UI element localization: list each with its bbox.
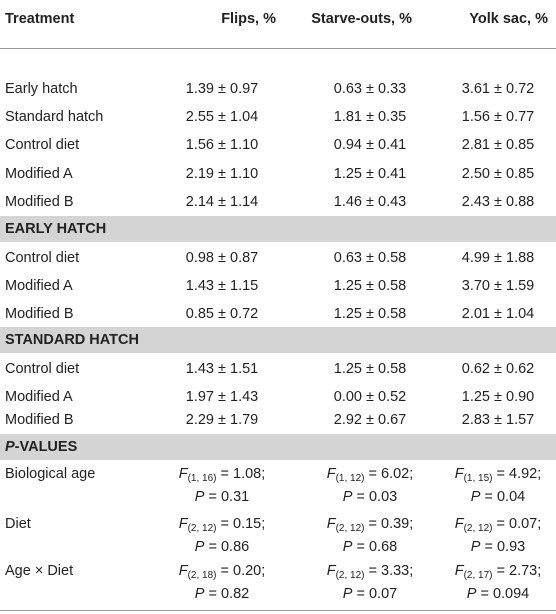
cell-starve-outs: $F_{(1, 12)} = 6.02$; P = 0.03 bbox=[326, 466, 414, 505]
cell-yolk-sac: 1.56 ± 0.77 bbox=[461, 109, 535, 125]
cell-starve-outs: 2.92 ± 0.67 bbox=[333, 412, 407, 428]
cell-yolk-sac: 2.01 ± 1.04 bbox=[461, 306, 535, 322]
cell-starve-outs: 1.81 ± 0.35 bbox=[333, 109, 407, 125]
header-rule bbox=[0, 48, 556, 49]
cell-flips: 1.39 ± 0.97 bbox=[185, 81, 259, 97]
cell-yolk-sac: 2.81 ± 0.85 bbox=[461, 137, 535, 153]
cell-starve-outs: 1.25 ± 0.58 bbox=[333, 361, 407, 377]
cell-yolk-sac: 0.62 ± 0.62 bbox=[461, 361, 535, 377]
p-values-rest: -VALUES bbox=[14, 439, 78, 455]
cell-starve-outs: 0.94 ± 0.41 bbox=[333, 137, 407, 153]
cell-yolk-sac: $F_{(1, 15)} = 4.92$; P = 0.04 bbox=[454, 466, 542, 505]
row-label: Early hatch bbox=[5, 81, 78, 97]
row-label: Modified B bbox=[5, 306, 74, 322]
cell-starve-outs: $F_{(2, 12)} = 0.39$; P = 0.68 bbox=[326, 516, 414, 555]
cell-flips: 0.98 ± 0.87 bbox=[185, 250, 259, 266]
cell-starve-outs: $F_{(2, 12)} = 3.33$; P = 0.07 bbox=[326, 563, 414, 602]
row-label: Standard hatch bbox=[5, 109, 104, 125]
bottom-rule bbox=[0, 610, 556, 611]
cell-starve-outs: 0.63 ± 0.33 bbox=[333, 81, 407, 97]
cell-flips: 1.43 ± 1.51 bbox=[185, 361, 259, 377]
cell-starve-outs: 1.25 ± 0.58 bbox=[333, 306, 407, 322]
cell-flips: 1.43 ± 1.15 bbox=[185, 278, 259, 294]
row-label: Control diet bbox=[5, 250, 80, 266]
cell-yolk-sac: 2.50 ± 0.85 bbox=[461, 166, 535, 182]
cell-flips: 1.56 ± 1.10 bbox=[185, 137, 259, 153]
cell-yolk-sac: $F_{(2, 12)} = 0.07$; P = 0.93 bbox=[454, 516, 542, 555]
row-label: Modified B bbox=[5, 194, 74, 210]
cell-yolk-sac: 2.43 ± 0.88 bbox=[461, 194, 535, 210]
cell-yolk-sac: 4.99 ± 1.88 bbox=[461, 250, 535, 266]
cell-flips: $F_{(2, 18)} = 0.20$; P = 0.82 bbox=[178, 563, 266, 602]
row-label: Modified A bbox=[5, 166, 73, 182]
row-label: Control diet bbox=[5, 137, 80, 153]
header-yolk-sac: Yolk sac, % bbox=[469, 11, 548, 27]
section-title-standard-hatch: STANDARD HATCH bbox=[5, 332, 139, 348]
header-starve-outs: Starve-outs, % bbox=[311, 11, 412, 27]
section-title-p-values bbox=[5, 439, 77, 455]
cell-flips: 2.29 ± 1.79 bbox=[185, 412, 259, 428]
cell-starve-outs: 1.25 ± 0.58 bbox=[333, 278, 407, 294]
cell-yolk-sac: 1.25 ± 0.90 bbox=[461, 389, 535, 405]
row-label: Age × Diet bbox=[5, 563, 74, 579]
cell-flips: 2.55 ± 1.04 bbox=[185, 109, 259, 125]
header-flips: Flips, % bbox=[221, 11, 276, 27]
cell-yolk-sac: $F_{(2, 17)} = 2.73$; P = 0.094 bbox=[454, 563, 542, 602]
cell-starve-outs: 0.63 ± 0.58 bbox=[333, 250, 407, 266]
cell-flips: $F_{(1, 16)} = 1.08$; P = 0.31 bbox=[178, 466, 266, 505]
cell-flips: $F_{(2, 12)} = 0.15$; P = 0.86 bbox=[178, 516, 266, 555]
row-label: Modified A bbox=[5, 278, 73, 294]
row-label: Modified B bbox=[5, 412, 74, 428]
cell-starve-outs: 1.25 ± 0.41 bbox=[333, 166, 407, 182]
section-band-p-values bbox=[0, 434, 556, 460]
cell-flips: 1.97 ± 1.43 bbox=[185, 389, 259, 405]
row-label: Diet bbox=[5, 516, 31, 532]
cell-yolk-sac: 3.61 ± 0.72 bbox=[461, 81, 535, 97]
p-letter: P bbox=[5, 439, 15, 455]
cell-starve-outs: 0.00 ± 0.52 bbox=[333, 389, 407, 405]
cell-yolk-sac: 2.83 ± 1.57 bbox=[461, 412, 535, 428]
row-label: Biological age bbox=[5, 466, 96, 482]
section-title-early-hatch: EARLY HATCH bbox=[5, 221, 107, 237]
cell-flips: 2.19 ± 1.10 bbox=[185, 166, 259, 182]
cell-flips: 0.85 ± 0.72 bbox=[185, 306, 259, 322]
row-label: Modified A bbox=[5, 389, 73, 405]
row-label: Control diet bbox=[5, 361, 80, 377]
cell-yolk-sac: 3.70 ± 1.59 bbox=[461, 278, 535, 294]
cell-flips: 2.14 ± 1.14 bbox=[185, 194, 259, 210]
cell-starve-outs: 1.46 ± 0.43 bbox=[333, 194, 407, 210]
header-treatment: Treatment bbox=[5, 11, 75, 27]
